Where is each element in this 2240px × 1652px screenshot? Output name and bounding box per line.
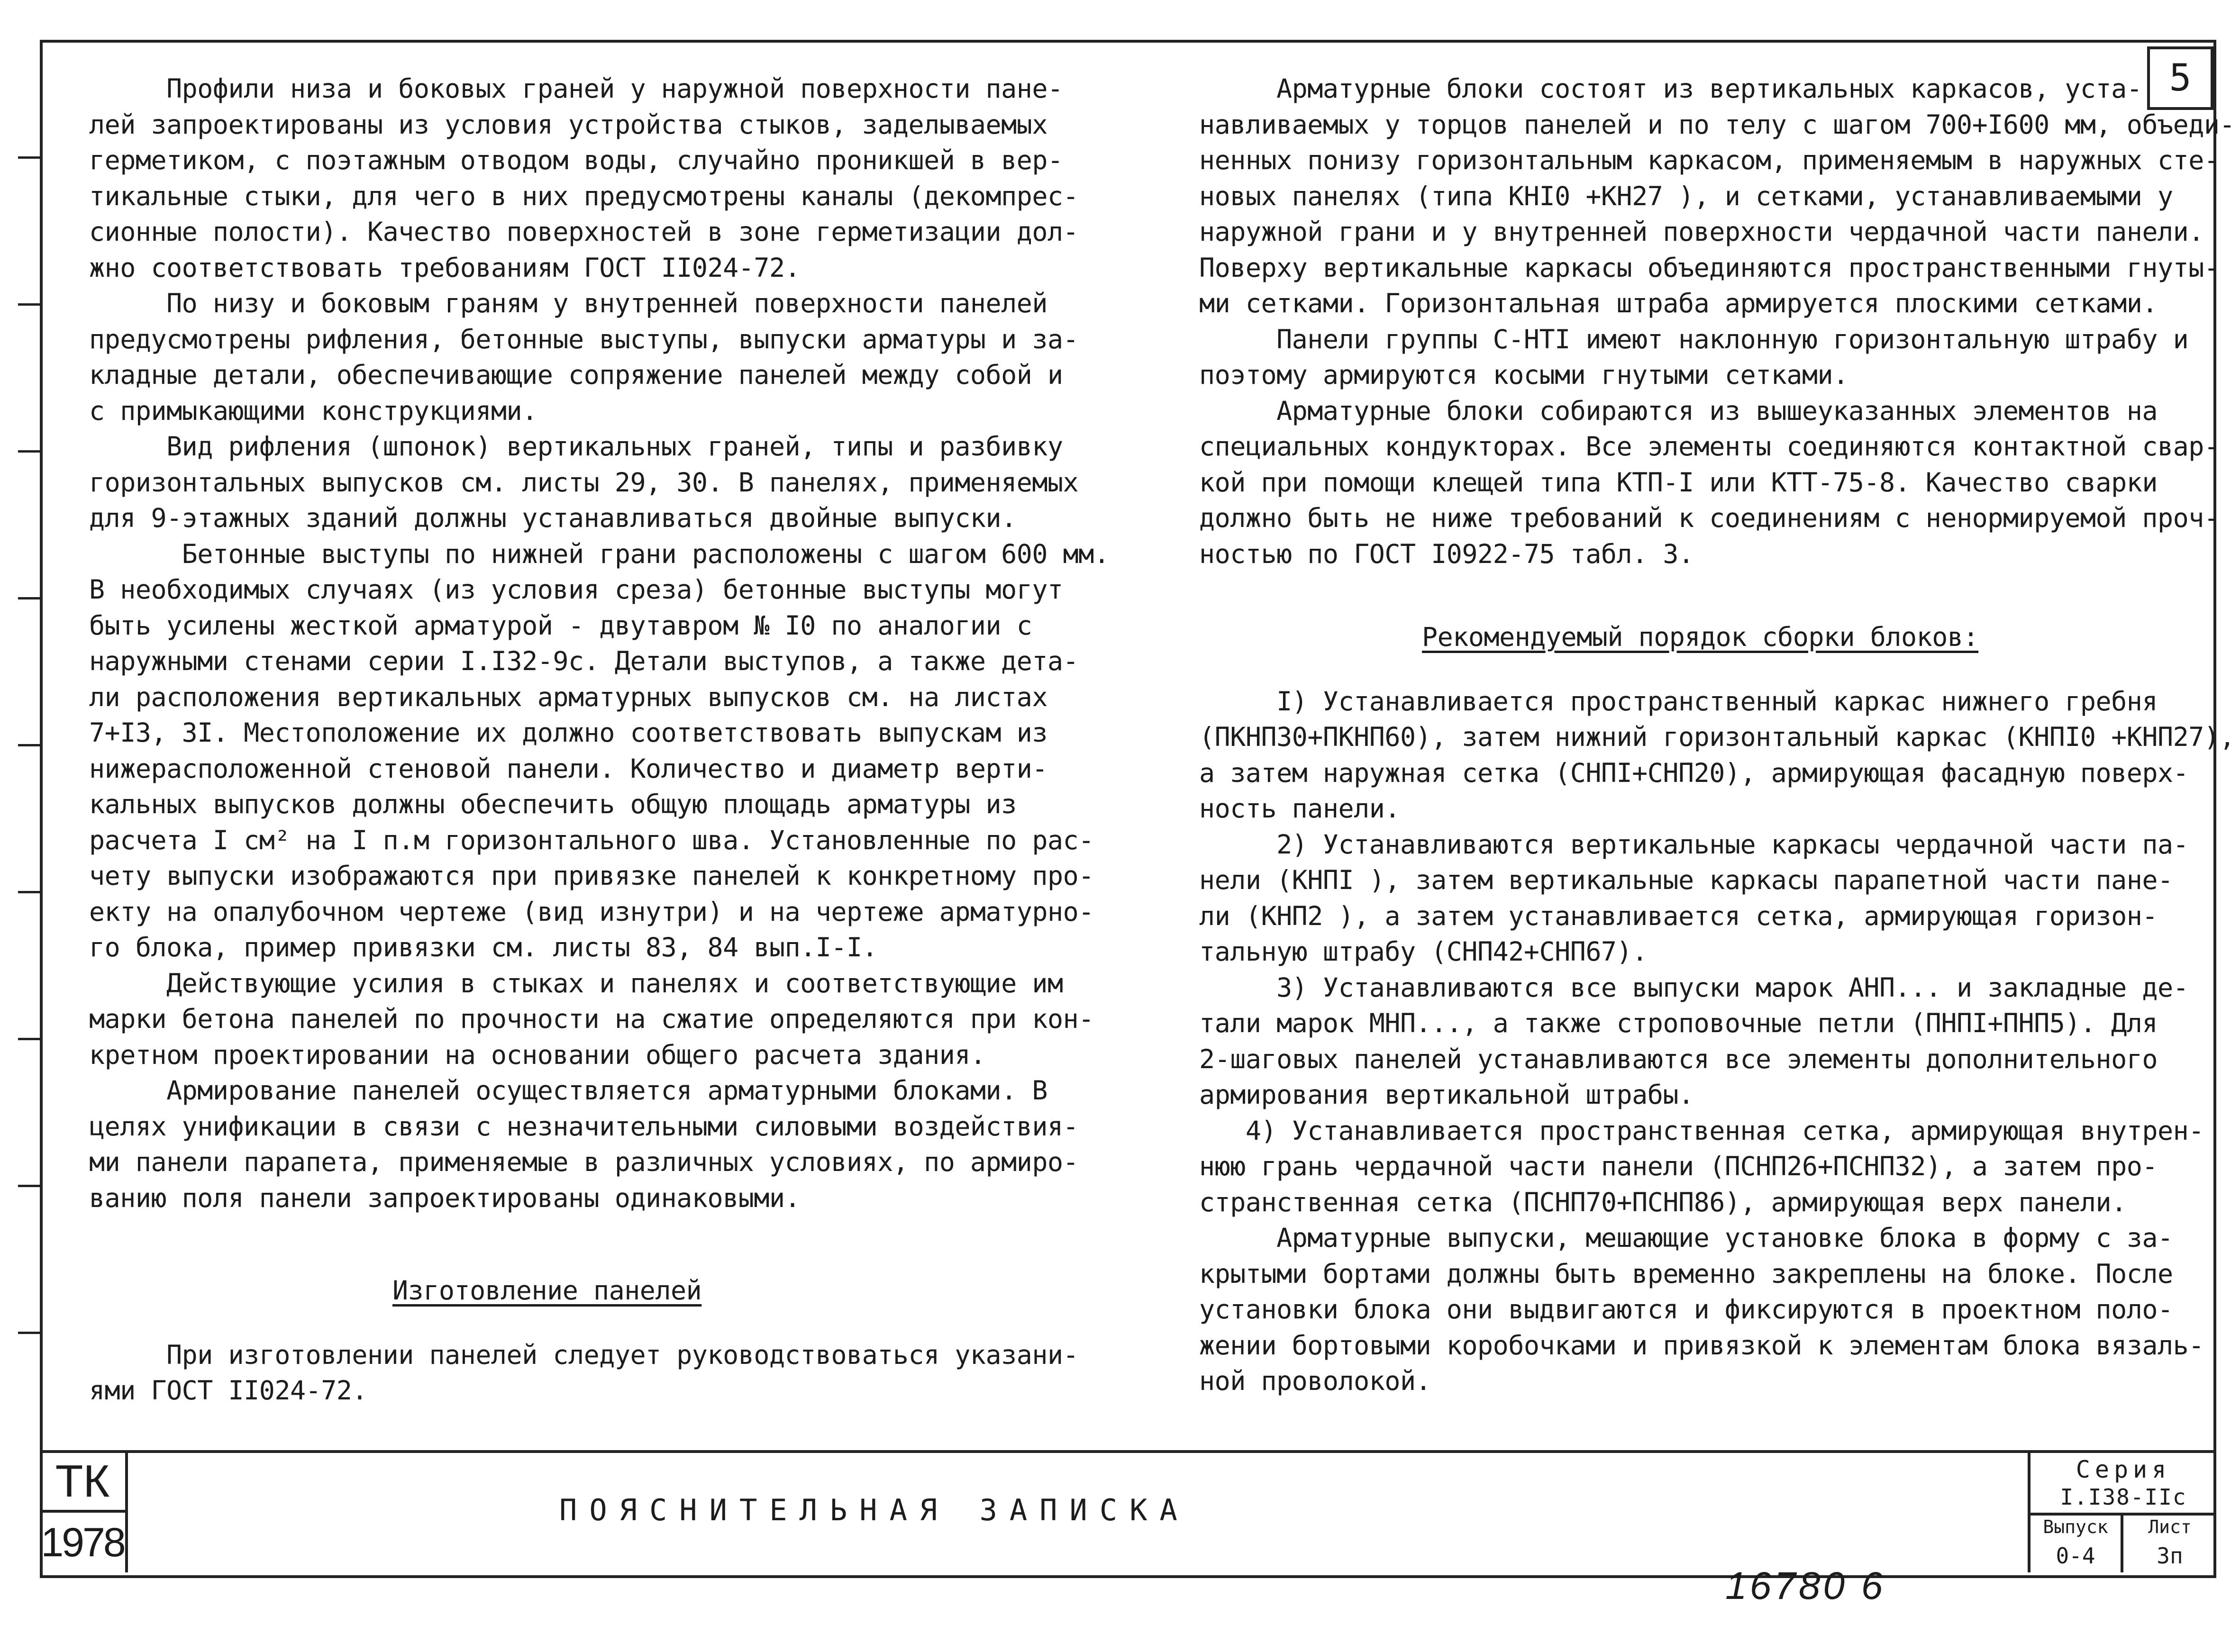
- section-heading: [1199, 619, 2147, 655]
- text-line: кретном проектировании на основании общего расчета здания.: [89, 1039, 986, 1070]
- text-line: предусмотрены рифления, бетонные выступы, выпуски арматуры и за-: [89, 324, 1079, 354]
- text-line: крытыми бортами должны быть временно закреплены на блоке. После: [1199, 1258, 2173, 1289]
- binding-tick: [18, 744, 42, 746]
- page-number: 5: [2147, 46, 2213, 110]
- text-line: 3) Устанавливаются все выпуски марок АНП... и закладные де-: [1199, 972, 2189, 1003]
- text-line: ванию поля панели запроектированы одинаковыми.: [89, 1182, 801, 1213]
- series-value: I.I38-IIс: [2060, 1484, 2187, 1510]
- text-line: Профили низа и боковых граней у наружной поверхности пане-: [89, 73, 1063, 104]
- text-line: установки блока они выдвигаются и фиксируются в проектном поло-: [1199, 1294, 2173, 1325]
- left-column: [89, 71, 1110, 1409]
- binding-tick: [18, 303, 42, 306]
- text-line: кладные детали, обеспечивающие сопряжение панелей между собой и: [89, 360, 1063, 390]
- section-heading: [89, 1273, 1075, 1309]
- text-line: ностью по ГОСТ I0922-75 табл. 3.: [1199, 538, 1694, 569]
- text-line: ми панели парапета, применяемые в различных условиях, по армиро-: [89, 1147, 1079, 1177]
- text-line: быть усилены жесткой арматурой - двутавром № I0 по аналогии с: [89, 610, 1032, 641]
- section-heading-text: Изготовление панелей: [392, 1275, 702, 1306]
- text-line: поэтому армируются косыми гнутыми сетками.: [1199, 360, 1848, 390]
- text-line: с примыкающими конструкциями.: [89, 395, 537, 426]
- text-line: 2) Устанавливаются вертикальные каркасы чердачной части па-: [1199, 829, 2189, 860]
- text-line: расчета I см² на I п.м горизонтального шва. Установленные по рас-: [89, 825, 1094, 855]
- text-line: сионные полости). Качество поверхностей в зоне герметизации дол-: [89, 217, 1079, 247]
- text-line: чету выпуски изображаются при привязке панелей к конкретному про-: [89, 861, 1094, 891]
- text-line: тальную штрабу (СНП42+СНП67).: [1199, 936, 1648, 967]
- text-line: жно соответствовать требованиям ГОСТ II024-72.: [89, 252, 801, 283]
- sheet-label: Лист: [2148, 1516, 2192, 1537]
- text-line: При изготовлении панелей следует руководствоваться указани-: [89, 1339, 1079, 1370]
- text-line: лей запроектированы из условия устройства стыков, заделываемых: [89, 109, 1047, 140]
- spacer: [1199, 572, 2147, 619]
- text-line: Поверху вертикальные каркасы объединяются пространственными гнуты-: [1199, 252, 2220, 283]
- series-label: Серия: [2076, 1456, 2171, 1483]
- text-line: странственная сетка (ПСНП70+ПСНП86), армирующая верх панели.: [1199, 1187, 2127, 1217]
- text-line: наружной грани и у внутренней поверхности чердачной части панели.: [1199, 217, 2204, 247]
- text-line: (ПКНП30+ПКНП60), затем нижний горизонтальный каркас (КНПI0 +КНП27),: [1199, 722, 2235, 752]
- spacer: [89, 1309, 1075, 1337]
- text-line: должно быть не ниже требований к соединениям с ненормируемой проч-: [1199, 503, 2220, 533]
- issue-label: Выпуск: [2043, 1516, 2108, 1537]
- text-line: герметиком, с поэтажным отводом воды, случайно проникшей в вер-: [89, 145, 1063, 175]
- text-line: для 9-этажных зданий должны устанавливаться двойные выпуски.: [89, 503, 1017, 533]
- text-line: екту на опалубочном чертеже (вид изнутри) и на чертеже арматурно-: [89, 896, 1094, 927]
- text-line: специальных кондукторах. Все элементы соединяются контактной свар-: [1199, 431, 2220, 462]
- binding-tick: [18, 156, 42, 159]
- text-line: Армирование панелей осуществляется арматурными блоками. В: [89, 1075, 1047, 1106]
- text-line: ли расположения вертикальных арматурных выпусков см. на листах: [89, 681, 1047, 712]
- issue-value: 0-4: [2056, 1543, 2095, 1569]
- series-block: [2028, 1453, 2216, 1572]
- text-line: ли (КНП2 ), а затем устанавливается сетка, армирующая горизон-: [1199, 900, 2158, 931]
- sheet-value: 3п: [2157, 1543, 2183, 1569]
- text-line: марки бетона панелей по прочности на сжатие определяются при кон-: [89, 1004, 1094, 1034]
- text-line: 2-шаговых панелей устанавливаются все элементы дополнительного: [1199, 1044, 2158, 1074]
- text-line: кой при помощи клещей типа КТП-I или КТТ-75-8. Качество сварки: [1199, 467, 2158, 498]
- text-line: Действующие усилия в стыках и панелях и соответствующие им: [89, 968, 1063, 998]
- text-line: тали марок МНП..., а также строповочные петли (ПНПI+ПНП5). Для: [1199, 1008, 2158, 1038]
- text-line: 4) Устанавливается пространственная сетка, армирующая внутрен-: [1199, 1115, 2204, 1146]
- text-line: ми сетками. Горизонтальная штраба армируется плоскими сетками.: [1199, 288, 2158, 318]
- text-line: нижерасположенной стеновой панели. Количество и диаметр верти-: [89, 753, 1047, 784]
- spacer: [1199, 655, 2147, 684]
- year: 1978: [41, 1519, 124, 1565]
- org-code: ТК: [40, 1453, 125, 1513]
- binding-tick: [18, 1185, 42, 1187]
- text-line: ями ГОСТ II024-72.: [89, 1375, 368, 1406]
- text-line: го блока, пример привязки см. листы 83, 84 вып.I-I.: [89, 932, 878, 962]
- text-line: ненных понизу горизонтальным каркасом, применяемым в наружных сте-: [1199, 145, 2220, 175]
- document-title: ПОЯСНИТЕЛЬНАЯ ЗАПИСКА: [559, 1493, 1190, 1527]
- archive-number: 16780 6: [1725, 1564, 1886, 1607]
- text-line: тикальные стыки, для чего в них предусмотрены каналы (декомпрес-: [89, 181, 1079, 211]
- text-line: кальных выпусков должны обеспечить общую площадь арматуры из: [89, 789, 1017, 819]
- text-line: навливаемых у торцов панелей и по телу с шагом 700+I600 мм, объеди-: [1199, 109, 2235, 140]
- binding-tick: [18, 1332, 42, 1334]
- text-line: Бетонные выступы по нижней грани расположены с шагом 600 мм.: [89, 538, 1110, 569]
- text-line: ность панели.: [1199, 793, 1400, 824]
- section-heading-text: Рекомендуемый порядок сборки блоков:: [1422, 622, 1979, 652]
- binding-tick: [18, 891, 42, 893]
- text-line: В необходимых случаях (из условия среза) бетонные выступы могут: [89, 574, 1063, 605]
- text-line: ной проволокой.: [1199, 1366, 1431, 1396]
- binding-tick: [18, 1038, 42, 1040]
- text-line: целях унификации в связи с незначительными силовыми воздействия-: [89, 1111, 1079, 1142]
- text-line: а затем наружная сетка (СНПI+СНП20), армирующая фасадную поверх-: [1199, 757, 2189, 788]
- text-line: Арматурные блоки собираются из вышеуказанных элементов на: [1199, 395, 2158, 426]
- text-line: По низу и боковым граням у внутренней поверхности панелей: [89, 288, 1047, 318]
- text-line: Вид рифления (шпонок) вертикальных граней, типы и разбивку: [89, 431, 1063, 462]
- text-line: I) Устанавливается пространственный каркас нижнего гребня: [1199, 686, 2158, 717]
- text-line: нели (КНПI ), затем вертикальные каркасы парапетной части пане-: [1199, 865, 2173, 895]
- text-line: Арматурные блоки состоят из вертикальных каркасов, уста-: [1199, 73, 2142, 104]
- title-block-divider: [40, 1450, 2213, 1453]
- text-line: наружными стенами серии I.I32-9с. Детали выступов, а также дета-: [89, 646, 1079, 676]
- binding-tick: [18, 597, 42, 599]
- series-divider: [2031, 1513, 2216, 1516]
- binding-tick: [18, 450, 42, 453]
- text-line: 7+I3, 3I. Местоположение их должно соответствовать выпускам из: [89, 717, 1047, 748]
- text-line: армирования вертикальной штрабы.: [1199, 1080, 1694, 1110]
- text-line: новых панелях (типа КНI0 +КН27 ), и сетками, устанавливаемыми у: [1199, 181, 2173, 211]
- org-stamp: [40, 1453, 128, 1572]
- right-column: [1199, 71, 2235, 1399]
- text-line: нюю грань чердачной части панели (ПСНП26+ПСНП32), а затем про-: [1199, 1151, 2158, 1181]
- text-line: горизонтальных выпусков см. листы 29, 30. В панелях, применяемых: [89, 467, 1079, 498]
- text-line: Панели группы С-НТI имеют наклонную горизонтальную штрабу и: [1199, 324, 2189, 354]
- spacer: [89, 1216, 1075, 1273]
- text-line: жении бортовыми коробочками и привязкой к элементам блока вязаль-: [1199, 1330, 2204, 1361]
- text-line: Арматурные выпуски, мешающие установке блока в форму с за-: [1199, 1223, 2173, 1253]
